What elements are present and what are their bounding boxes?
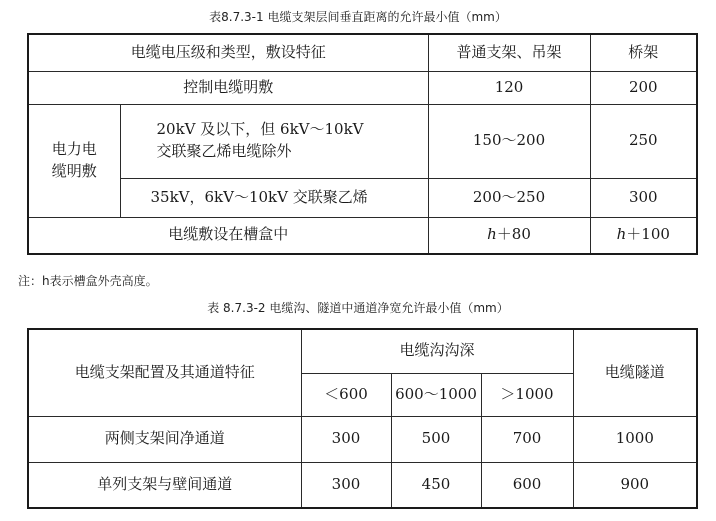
tray-height-var-bridge: h xyxy=(616,225,627,244)
clearance-table-2 xyxy=(27,328,698,509)
table1-power-b-bridge: 300 xyxy=(590,178,697,217)
table1-power-a-bridge: 250 xyxy=(590,104,697,178)
table1-power-a-normal: 150～200 xyxy=(428,104,590,178)
table1-tray-normal xyxy=(428,217,590,254)
power-group-line1: 电力电 xyxy=(51,139,97,158)
table1-power-b-label: 35kV，6kV～10kV 交联聚乙烯 xyxy=(120,178,428,217)
table1-caption: 表8.7.3-1 电缆支架层间垂直距离的允许最小值（mm） xyxy=(209,10,507,24)
table2-cell: 900 xyxy=(573,462,697,508)
table1-header-bridge: 桥架 xyxy=(590,34,697,71)
table2-row-label: 单列支架与壁间通道 xyxy=(28,462,301,508)
table-row xyxy=(28,416,697,462)
table1-row-power-b xyxy=(28,178,697,217)
table2-header-feature: 电缆支架配置及其通道特征 xyxy=(28,329,301,416)
table1-tray-bridge xyxy=(590,217,697,254)
table2-cell: 300 xyxy=(301,416,391,462)
table2-row-label: 两侧支架间净通道 xyxy=(28,416,301,462)
table1-control-normal: 120 xyxy=(428,71,590,104)
clearance-table-1 xyxy=(27,33,698,255)
table1-row-control xyxy=(28,71,697,104)
table1-power-group-label xyxy=(28,104,120,217)
power-group-line2: 缆明敷 xyxy=(51,161,97,180)
table1-header-normal: 普通支架、吊架 xyxy=(428,34,590,71)
table1-row-power-a xyxy=(28,104,697,178)
table1-header-row xyxy=(28,34,697,71)
table-row xyxy=(28,462,697,508)
table1-control-label: 控制电缆明敷 xyxy=(28,71,428,104)
tray-bridge-value: ＋100 xyxy=(626,225,670,244)
table2-caption: 表 8.7.3-2 电缆沟、隧道中通道净宽允许最小值（mm） xyxy=(207,301,509,315)
table1-note: 注：h表示槽盒外壳高度。 xyxy=(18,274,158,288)
table2-cell: 600 xyxy=(481,462,573,508)
table1-power-a-label xyxy=(120,104,428,178)
table2-depth-2: 600～1000 xyxy=(391,373,481,416)
table2-cell: 450 xyxy=(391,462,481,508)
table2-cell: 300 xyxy=(301,462,391,508)
table1-power-b-normal: 200～250 xyxy=(428,178,590,217)
tray-normal-value: ＋80 xyxy=(496,225,531,244)
table2-depth-1: ＜600 xyxy=(301,373,391,416)
table2-header-tunnel: 电缆隧道 xyxy=(573,329,697,416)
table2-header-row-1 xyxy=(28,329,697,373)
table1-control-bridge: 200 xyxy=(590,71,697,104)
power-a-line1: 20kV 及以下，但 6kV～10kV xyxy=(156,120,364,139)
table1-header-feature: 电缆电压级和类型，敷设特征 xyxy=(28,34,428,71)
tray-height-var: h xyxy=(487,225,497,244)
table2-header-trench: 电缆沟沟深 xyxy=(301,329,573,373)
table1-row-tray xyxy=(28,217,697,254)
table2-depth-3: ＞1000 xyxy=(481,373,573,416)
table2-cell: 1000 xyxy=(573,416,697,462)
table1-tray-label: 电缆敷设在槽盒中 xyxy=(28,217,428,254)
table2-cell: 700 xyxy=(481,416,573,462)
power-a-line2: 交联聚乙烯电缆除外 xyxy=(156,142,292,160)
table2-cell: 500 xyxy=(391,416,481,462)
